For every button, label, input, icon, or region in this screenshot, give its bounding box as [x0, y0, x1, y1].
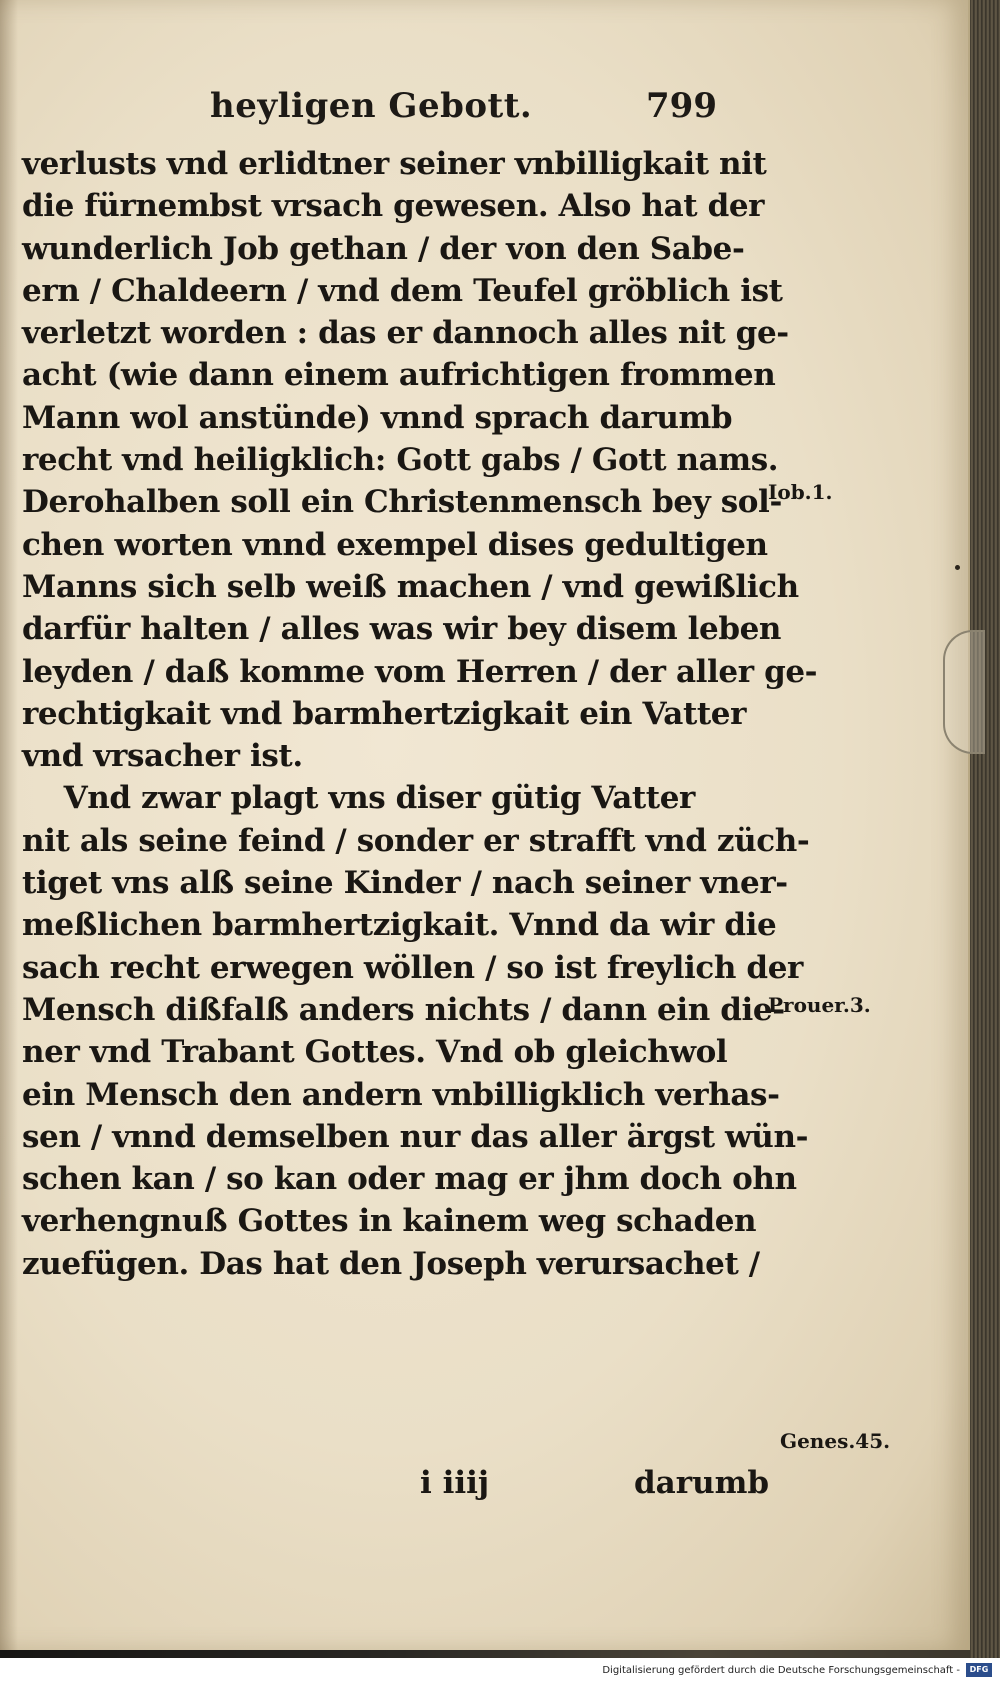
signature-mark: i iiij: [420, 1465, 490, 1501]
text-line: zuefügen. Das hat den Joseph verursachet /: [22, 1245, 760, 1282]
running-head: heyligen Gebott.: [210, 86, 533, 126]
text-line: Derohalben soll ein Christenmensch bey sol-: [22, 484, 782, 521]
text-line: schen kan / so kan oder mag er jhm doch ohn: [22, 1161, 797, 1198]
text-line: verhengnuß Gottes in kainem weg schaden: [22, 1203, 757, 1240]
page-number: 799: [646, 86, 717, 126]
text-line: Manns sich selb weiß machen / vnd gewißlich: [22, 568, 799, 605]
text-line: sen / vnnd demselben nur das aller ärgst wün-: [22, 1118, 809, 1155]
text-line: verlusts vnd erlidtner seiner vnbilligkait nit: [22, 146, 767, 182]
page-clip-tab: [943, 630, 985, 754]
page-edge-stack: [970, 0, 1000, 1658]
text-line: chen worten vnnd exempel dises gedultigen: [22, 526, 768, 563]
margin-note-prouer: Prouer.3.: [768, 993, 871, 1017]
text-line: ern / Chaldeern / vnd dem Teufel gröblich ist: [22, 272, 783, 309]
ink-speck: [955, 565, 960, 570]
dfg-logo: DFG: [966, 1663, 992, 1677]
text-line: die fürnembst vrsach gewesen. Also hat der: [22, 188, 765, 225]
spine-shadow: [0, 0, 18, 1650]
margin-note-genes: Genes.45.: [780, 1429, 891, 1453]
catchword: darumb: [634, 1465, 770, 1501]
text-line: recht vnd heiligklich: Gott gabs / Gott nams.: [22, 442, 779, 479]
text-line: verletzt worden : das er dannoch alles nit ge-: [22, 315, 789, 352]
text-line: acht (wie dann einem aufrichtigen frommen: [22, 357, 776, 394]
text-line: ner vnd Trabant Gottes. Vnd ob gleichwol: [22, 1034, 728, 1071]
text-line: wunderlich Job gethan / der von den Sabe-: [22, 230, 745, 267]
digitization-credit: Digitalisierung gefördert durch die Deutsche Forschungsgemeinschaft -: [602, 1665, 960, 1676]
text-line: sach recht erwegen wöllen / so ist freylich der: [22, 949, 803, 986]
text-line: Mann wol anstünde) vnnd sprach darumb: [22, 399, 733, 436]
text-line: vnd vrsacher ist.: [22, 738, 303, 775]
text-line: meßlichen barmhertzigkait. Vnnd da wir die: [22, 907, 777, 944]
text-line: darfür halten / alles was wir bey disem leben: [22, 611, 782, 648]
text-line: leyden / daß komme vom Herren / der aller ge-: [22, 653, 818, 690]
margin-note-job: Iob.1.: [768, 480, 833, 504]
text-line: ein Mensch den andern vnbilligklich verhas-: [22, 1076, 780, 1113]
text-line: Mensch dißfalß anders nichts / dann ein die-: [22, 991, 785, 1028]
text-line: nit als seine feind / sonder er strafft vnd züch-: [22, 822, 810, 859]
text-line: rechtigkait vnd barmhertzigkait ein Vatter: [22, 695, 747, 732]
text-line: Vnd zwar plagt vns diser gütig Vatter: [22, 780, 695, 817]
text-line: tiget vns alß seine Kinder / nach seiner vner-: [22, 865, 788, 902]
